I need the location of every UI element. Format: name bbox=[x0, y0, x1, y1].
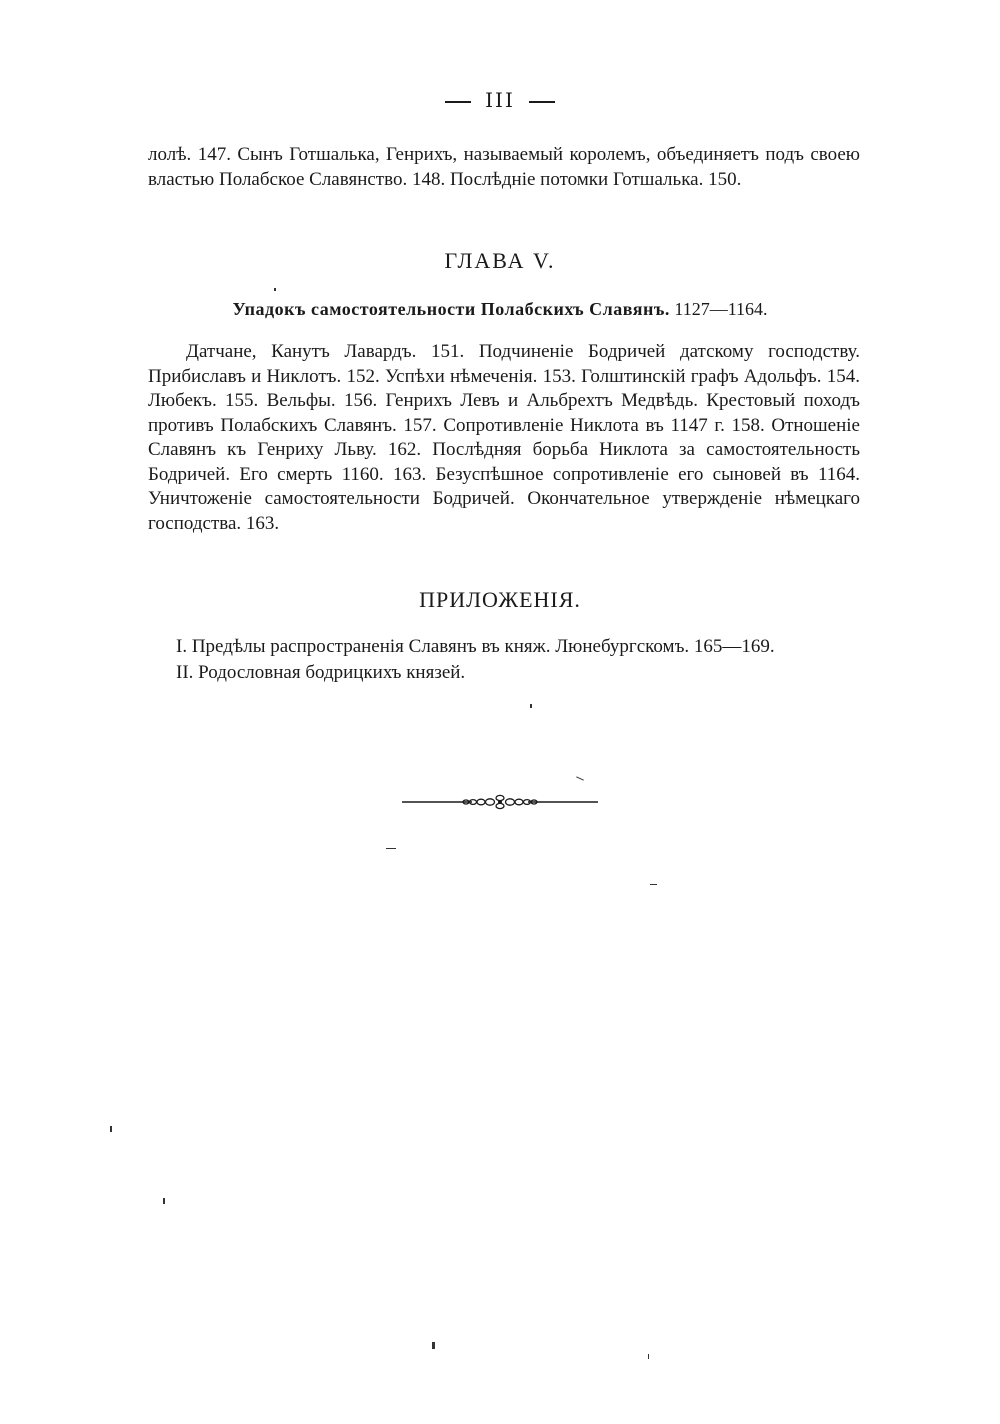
appendix-item-text: Предѣлы распространенія Славянъ въ княж. Люнебургскомъ. 165—169. bbox=[191, 636, 775, 657]
scan-speck bbox=[648, 1354, 649, 1359]
appendix-item-numeral: I. bbox=[176, 636, 188, 657]
scan-speck bbox=[650, 884, 657, 885]
scan-speck bbox=[576, 776, 584, 780]
right-dash bbox=[529, 101, 555, 103]
chapter-years: 1127—1164. bbox=[674, 299, 768, 319]
chapter-subtitle-text: Упадокъ самостоятельности Полабскихъ Славянъ. bbox=[232, 299, 670, 319]
page-header bbox=[0, 88, 1000, 112]
scan-speck bbox=[432, 1342, 435, 1349]
page-number: III bbox=[485, 88, 515, 112]
scan-speck bbox=[110, 1126, 112, 1132]
appendix-item bbox=[176, 634, 876, 660]
appendix-item bbox=[176, 660, 876, 686]
appendix-list bbox=[176, 634, 876, 686]
continuation-paragraph: лолѣ. 147. Сынъ Готшалька, Генрихъ, называемый королемъ, объединяетъ подъ своею властью Полабское Славянство. 148. Послѣдніе потомки Готшалька. 150. bbox=[148, 144, 860, 190]
chapter-subtitle bbox=[0, 299, 1000, 320]
appendix-title: ПРИЛОЖЕНІЯ. bbox=[419, 587, 581, 612]
scan-speck bbox=[386, 848, 396, 849]
chapter-body-paragraph: Датчане, Канутъ Лавардъ. 151. Подчиненіе Бодричей датскому господству. Прибиславъ и Никлотъ. 152. Успѣхи нѣмеченія. 153. Голштинскій графъ Адольфъ. 154. Любекъ. 155. Вельфы. 156. Генрихъ Левъ и Альбрехтъ Медвѣдь. Крестовый походъ противъ Полабскихъ Славянъ. 157. Сопротивленіе Никлота въ 1147 г. 158. Отношеніе Славянъ къ Генриху Льву. 162. Послѣдняя борьба Никлота за самостоятельность Бодричей. Его смерть 1160. 163. Безуспѣшное сопротивленіе его сыновей въ 1164. Уничтоженіе самостоятельности Бодричей. Окончательное утвержденіе нѣмецкаго господства. 163. bbox=[148, 341, 860, 534]
left-dash bbox=[445, 101, 471, 103]
scan-speck bbox=[530, 704, 532, 708]
appendix-item-numeral: II. bbox=[176, 662, 194, 683]
chapter-title: ГЛАВА V. bbox=[444, 248, 556, 273]
appendix-item-text: Родословная бодрицкихъ князей. bbox=[198, 662, 466, 683]
ornament-divider-icon bbox=[400, 790, 600, 814]
scan-speck bbox=[163, 1198, 165, 1204]
scan-speck bbox=[274, 288, 276, 291]
